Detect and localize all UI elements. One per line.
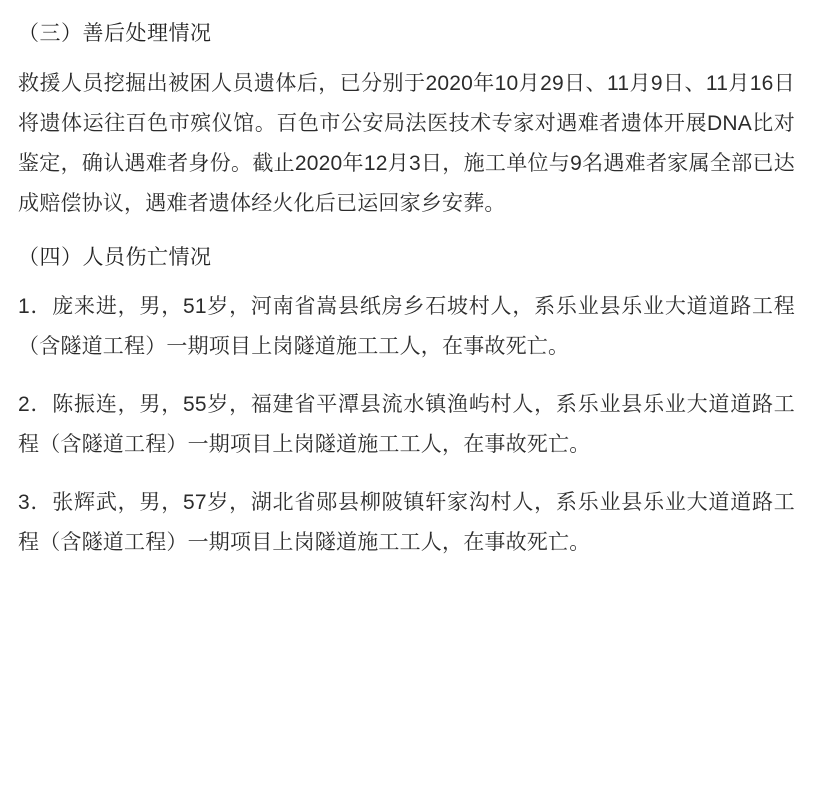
casualty-item-1: 1．庞来进，男，51岁，河南省嵩县纸房乡石坡村人，系乐业县乐业大道道路工程（含隧道工程）一期项目上岗隧道施工工人，在事故死亡。: [18, 295, 795, 358]
paragraph-aftermath: 救援人员挖掘出被困人员遗体后，已分别于2020年10月29日、11月9日、11月16日将遗体运往百色市殡仪馆。百色市公安局法医技术专家对遇难者遗体开展DNA比对鉴定，确认遇难者身份。截止2020年12月3日，施工单位与9名遇难者家属全部已达成赔偿协议，遇难者遗体经火化后已运回家乡安葬。: [18, 71, 795, 215]
section-heading-4: （四）人员伤亡情况: [18, 245, 212, 269]
section-heading-3: （三）善后处理情况: [18, 22, 212, 45]
casualty-item-2: 2．陈振连，男，55岁，福建省平潭县流水镇渔屿村人，系乐业县乐业大道道路工程（含隧道工程）一期项目上岗隧道施工工人，在事故死亡。: [18, 393, 795, 456]
casualty-item-3: 3．张辉武，男，57岁，湖北省郧县柳陂镇轩家沟村人，系乐业县乐业大道道路工程（含隧道工程）一期项目上岗隧道施工工人，在事故死亡。: [18, 491, 795, 554]
